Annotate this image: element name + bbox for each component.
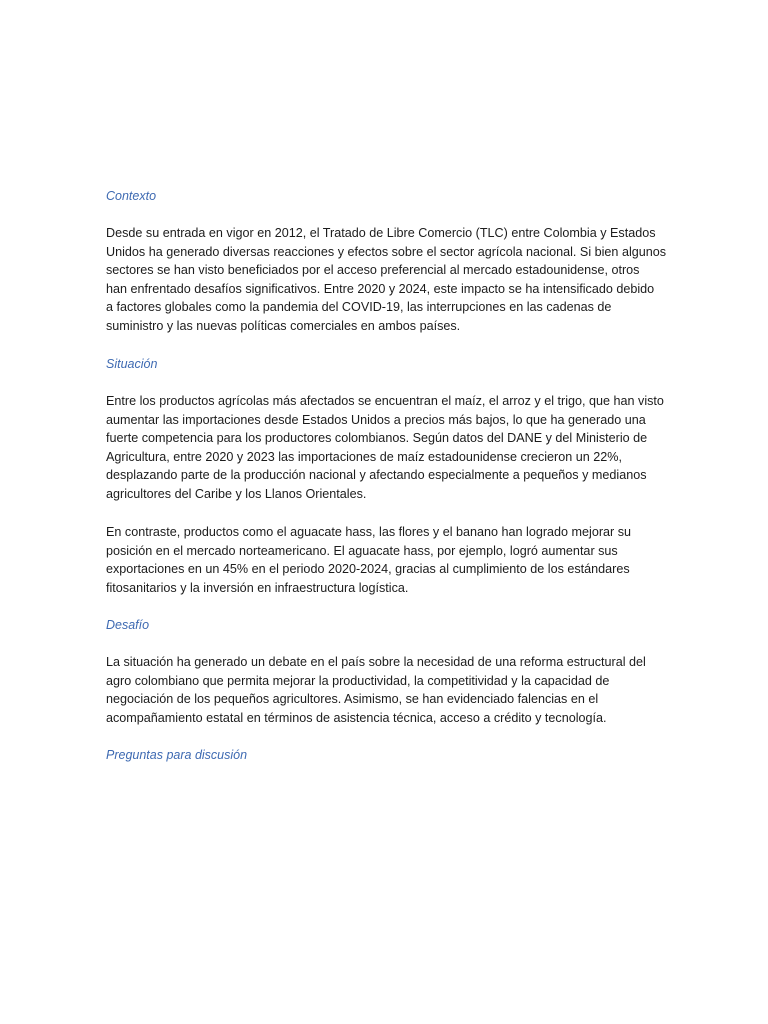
paragraph-line: En contraste, productos como el aguacate hass, las flores y el banano han logrado mejorar su <box>106 525 632 539</box>
paragraph-line: sectores se han visto beneficiados por el acceso preferencial al mercado estadounidense, otros <box>106 263 640 278</box>
paragraph-situacion-2 <box>106 523 666 597</box>
paragraph-line: Entre los productos agrícolas más afectados se encuentran el maíz, el arroz y el trigo, que han visto <box>106 394 664 408</box>
paragraph-line: La situación ha generado un debate en el país sobre la necesidad de una reforma estructural del <box>106 655 646 669</box>
paragraph-line: Agricultura, entre 2020 y 2023 las importaciones de maíz estadounidense crecieron un 22%, <box>106 449 622 464</box>
section-heading-desafio: Desafío <box>106 618 150 632</box>
paragraph-line: posición en el mercado norteamericano. El aguacate hass, por ejemplo, logró aumentar sus <box>106 543 618 558</box>
paragraph-line: desplazando parte de la producción nacional y afectando especialmente a pequeños y medianos <box>106 468 647 483</box>
paragraph-line: fuerte competencia para los productores colombianos. Según datos del DANE y del Ministerio de <box>106 431 648 446</box>
paragraph-line: agro colombiano que permita mejorar la productividad, la competitividad y la capacidad de <box>106 673 610 688</box>
paragraph-line: negociación de los pequeños agricultores. Asimismo, se han evidenciado falencias en el <box>106 692 599 707</box>
paragraph-line: a factores globales como la pandemia del COVID-19, las interrupciones en las cadenas de <box>106 300 612 315</box>
section-heading-situacion: Situación <box>106 357 158 371</box>
paragraph-line: han enfrentado desafíos significativos. Entre 2020 y 2024, este impacto se ha intensificado debido <box>106 281 655 296</box>
paragraph-line: Unidos ha generado diversas reacciones y efectos sobre el sector agrícola nacional. Si bien algunos <box>106 244 667 259</box>
paragraph-desafio <box>106 653 666 727</box>
paragraph-line: fitosanitarios y la inversión en infraestructura logística. <box>106 580 409 595</box>
paragraph-line: aumentar las importaciones desde Estados Unidos a precios más bajos, lo que ha generado una <box>106 412 646 427</box>
section-heading-contexto: Contexto <box>106 189 157 203</box>
paragraph-line: exportaciones en un 45% en el periodo 2020-2024, gracias al cumplimiento de los estándares <box>106 562 630 577</box>
paragraph-line: Desde su entrada en vigor en 2012, el Tratado de Libre Comercio (TLC) entre Colombia y Estados <box>106 226 656 240</box>
paragraph-contexto <box>106 224 666 336</box>
paragraph-situacion-1 <box>106 392 666 504</box>
section-heading-preguntas: Preguntas para discusión <box>106 748 248 762</box>
paragraph-line: agricultores del Caribe y los Llanos Orientales. <box>106 486 367 501</box>
paragraph-line: suministro y las nuevas políticas comerciales en ambos países. <box>106 318 461 333</box>
paragraph-line: acompañamiento estatal en términos de asistencia técnica, acceso a crédito y tecnología. <box>106 710 607 725</box>
